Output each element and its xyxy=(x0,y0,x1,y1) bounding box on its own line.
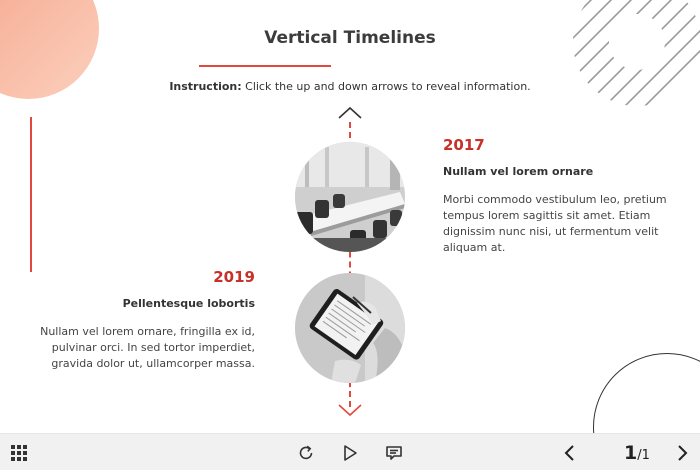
timeline-body: Morbi commodo vestibulum leo, pretium tempus lorem sagittis sit amet. Etiam dignissim nunc nisi, ut fermentum velit aliquam at. xyxy=(443,193,667,254)
instruction-text xyxy=(0,80,700,93)
decorative-accent-line xyxy=(30,117,32,272)
instruction-label: Instruction: xyxy=(169,80,242,93)
decorative-outline-circle xyxy=(593,353,700,433)
grid-menu-icon[interactable] xyxy=(8,442,30,464)
scroll-up-arrow-icon[interactable] xyxy=(337,106,363,120)
timeline-body: Nullam vel lorem ornare, fringilla ex id, pulvinar orci. In sed tortor imperdiet, gravida dolor ut, ullamcorper massa. xyxy=(40,325,255,370)
timeline-heading: Nullam vel lorem ornare xyxy=(443,165,594,178)
notes-icon[interactable] xyxy=(383,442,405,464)
instruction-body: Click the up and down arrows to reveal information. xyxy=(241,80,531,93)
scroll-down-arrow-icon[interactable] xyxy=(337,403,363,417)
timeline-image-meeting-room xyxy=(295,142,405,252)
page-total: /1 xyxy=(637,448,650,463)
page-counter xyxy=(624,442,650,464)
replay-icon[interactable] xyxy=(295,442,317,464)
page-current: 1 xyxy=(624,442,638,464)
timeline-heading: Pellentesque lobortis xyxy=(122,297,255,310)
play-icon[interactable] xyxy=(339,442,361,464)
timeline-year: 2019 xyxy=(213,268,255,286)
timeline-year: 2017 xyxy=(443,136,485,154)
player-control-bar xyxy=(0,433,700,470)
timeline-image-tablet-document xyxy=(295,273,405,383)
title-underline xyxy=(199,65,331,67)
chevron-right-icon[interactable] xyxy=(671,442,693,464)
chevron-left-icon[interactable] xyxy=(559,442,581,464)
page-title: Vertical Timelines xyxy=(264,28,436,48)
